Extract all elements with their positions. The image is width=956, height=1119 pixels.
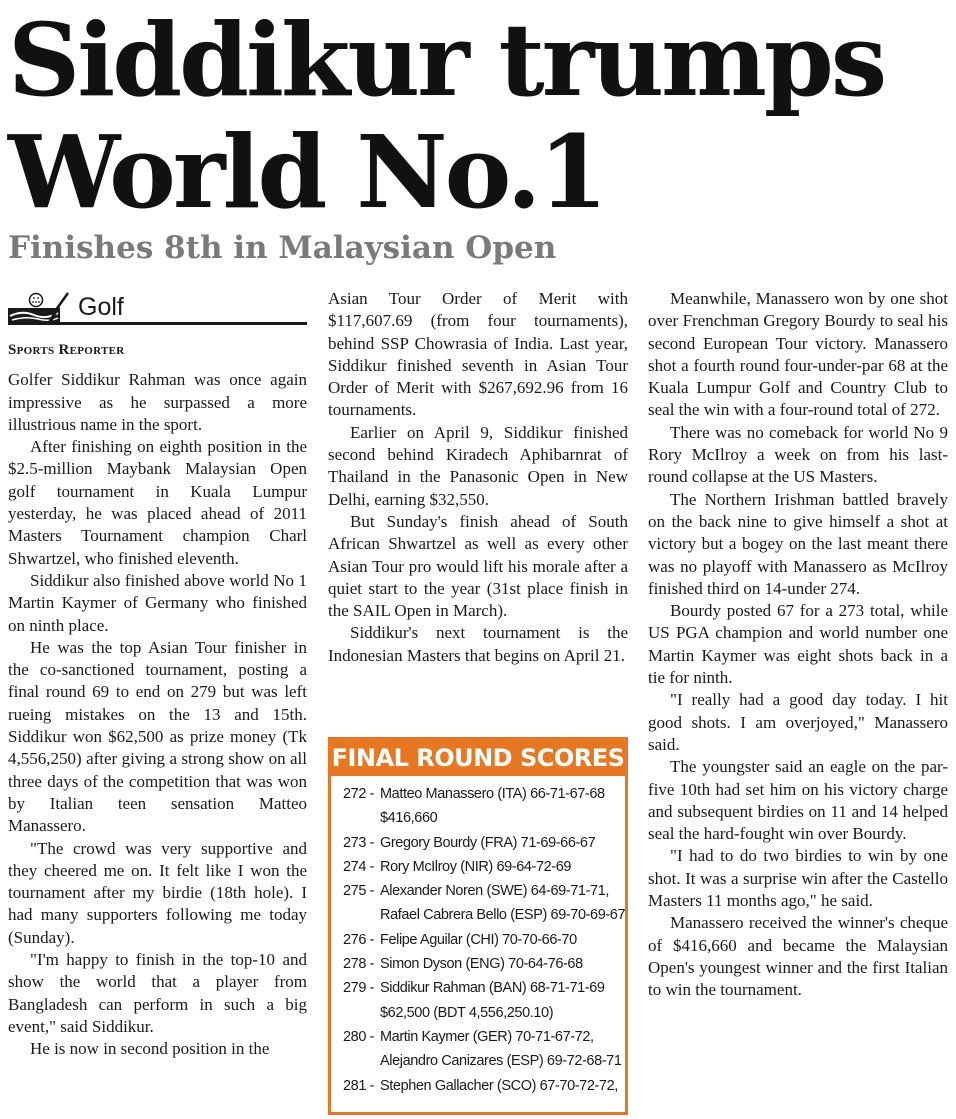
article-column-3: [648, 288, 948, 1002]
score-total: 278 -: [343, 956, 375, 973]
score-player: Rory McIlroy (NIR) 69-64-72-69: [380, 858, 572, 875]
paragraph: The Northern Irishman battled bravely on the back nine to give himself a shot at victory but a bogey on the last meant there was no playoff with Manassero as McIlroy finished third on 14-under 274.: [648, 489, 948, 598]
paragraph: Earlier on April 9, Siddikur finished second behind Kiradech Aphibarnrat of Thailand in the Panasonic Open in New Delhi, earning $32,550.: [328, 422, 628, 509]
paragraph: "I'm happy to finish in the top-10 and show the world that a player from Bangladesh can perform in such a big event," said Siddikur.: [8, 950, 307, 1036]
score-row: [343, 952, 619, 976]
score-total: 273 -: [343, 834, 375, 851]
article-column-1: [8, 288, 307, 1061]
headline-line-2: World No.1: [8, 113, 606, 231]
paragraph: "I really had a good day today. I hit good shots. I am overjoyed," Manassero said.: [648, 690, 948, 754]
paragraph: Manassero received the winner's cheque of $416,660 and became the Malaysian Open's youngest winner and the first Italian to win the tournament.: [648, 913, 948, 1000]
scores-list: [331, 776, 625, 1098]
score-total: 279 -: [343, 980, 375, 997]
paragraph: But Sunday's finish ahead of South African Shwartzel as well as every other Asian Tour pro would lift his morale after a quiet start to the year (31st place finish in the SAIL Open in March).: [328, 511, 628, 621]
golf-icon: [8, 292, 72, 322]
section-label: Golf: [78, 293, 124, 321]
paragraph: Asian Tour Order of Merit with $117,607.69 (from four tournaments), behind SSP Chowrasia of India. Last year, Siddikur finished seventh in Asian Tour Order of Merit with $267,692.96 from 16 tournaments.: [328, 289, 628, 420]
score-player: Simon Dyson (ENG) 70-64-76-68: [380, 956, 583, 973]
score-row: [343, 831, 619, 855]
score-row: [343, 1025, 622, 1074]
paragraph: Bourdy posted 67 for a 273 total, while US PGA champion and world number one Martin Kaymer was eight shots back in a tie for ninth.: [648, 601, 948, 688]
score-player: Alexander Noren (SWE) 64-69-71-71,: [380, 883, 609, 900]
paragraph: Golfer Siddikur Rahman was once again impressive as he surpassed a more illustrious name in the sport.: [8, 370, 307, 434]
score-total: 274 -: [343, 858, 375, 875]
score-total: 281 -: [343, 1077, 375, 1094]
score-player: Gregory Bourdy (FRA) 71-69-66-67: [380, 834, 596, 851]
article-column-2: [328, 288, 628, 667]
score-total: 272 -: [343, 786, 375, 802]
paragraph: He is now in second position in the: [30, 1039, 270, 1059]
score-row: [343, 782, 619, 831]
paragraph: "The crowd was very supportive and they cheered me on. It felt like I won the tournament after my birdie (18th hole). I had many supporters following me today (Sunday).: [8, 838, 307, 947]
score-row: [343, 976, 619, 1025]
score-row: [343, 1074, 619, 1098]
subheadline: Finishes 8th in Malaysian Open: [8, 230, 557, 266]
score-total: 275 -: [343, 883, 375, 900]
paragraph: There was no comeback for world No 9 Rory McIlroy a week on from his last-round collapse at the US Masters.: [648, 422, 948, 487]
paragraph: After finishing on eighth position in the $2.5-million Maybank Malaysian Open golf tournament in Kuala Lumpur yesterday, he was placed ahead of 2011 Masters Tournament champion Charl Shwartzel, who finished eleventh.: [8, 437, 307, 568]
score-player: Martin Kaymer (GER) 70-71-67-72,: [380, 1028, 594, 1045]
section-tag: [8, 288, 307, 325]
score-player: Stephen Gallacher (SCO) 67-70-72-72,: [380, 1077, 618, 1094]
byline: Sports Reporter: [8, 342, 125, 358]
score-player: Rafael Cabrera Bello (ESP) 69-70-69-67: [380, 907, 626, 924]
paragraph: The youngster said an eagle on the par-five 10th had set him on his victory charge and subsequent birdies on 11 and 14 helped seal the hard-fought win over Bourdy.: [648, 757, 948, 844]
paragraph: Siddikur also finished above world No 1 Martin Kaymer of Germany who finished on ninth place.: [8, 570, 307, 635]
score-row: [343, 928, 619, 952]
headline: [8, 1, 948, 231]
score-prize: $416,660: [380, 810, 438, 827]
final-round-scores-box: [328, 737, 628, 1115]
score-row: [343, 879, 626, 928]
score-row: [343, 855, 619, 879]
paragraph: He was the top Asian Tour finisher in the co-sanctioned tournament, posting a final round 69 to end on 279 but was left rueing mistakes on the 13 and 15th. Siddikur won $62,500 as prize money (Tk 4,556,250) after giving a strong show on all three days of the competition that was won by Italian teen sensation Matteo Manassero.: [8, 637, 307, 836]
score-player: Siddikur Rahman (BAN) 68-71-71-69: [380, 980, 605, 997]
paragraph: Siddikur's next tournament is the Indonesian Masters that begins on April 21.: [328, 623, 628, 665]
paragraph: "I had to do two birdies to win by one shot. It was a surprise win after the Castello Masters 11 months ago," he said.: [648, 846, 948, 911]
score-player: Felipe Aguilar (CHI) 70-70-66-70: [380, 931, 577, 948]
scores-title: FINAL ROUND SCORES: [331, 740, 625, 776]
score-total: 276 -: [343, 931, 375, 948]
paragraph: Meanwhile, Manassero won by one shot over Frenchman Gregory Bourdy to seal his second European Tour victory. Manassero shot a fourth round four-under-par 68 at the Kuala Lumpur Golf and Country Club to seal the win with a four-round total of 272.: [648, 289, 948, 420]
score-total: 280 -: [343, 1028, 375, 1045]
headline-line-1: Siddikur trumps: [8, 1, 885, 119]
score-player: Matteo Manassero (ITA) 66-71-67-68: [380, 786, 605, 802]
score-prize: $62,500 (BDT 4,556,250.10): [380, 1004, 554, 1021]
score-player: Alejandro Canizares (ESP) 69-72-68-71: [380, 1053, 622, 1070]
